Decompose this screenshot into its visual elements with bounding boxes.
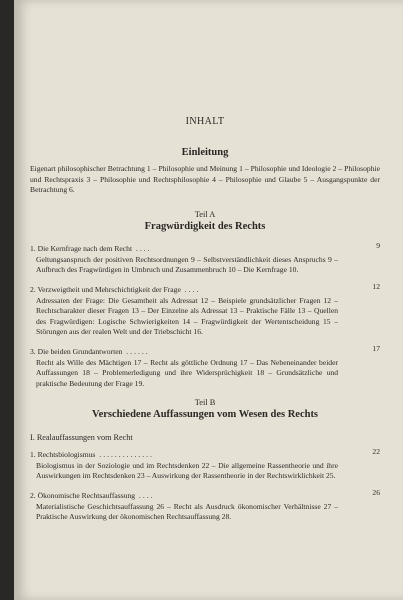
toc-entry-page: 22 [372,447,380,456]
teil-a-heading: Fragwürdigkeit des Rechts [144,221,266,232]
toc-entry-page: 9 [376,241,380,250]
toc-entry-title: 2. Verzweigtheit und Mehrschichtigkeit der Frage .... [30,285,201,294]
teil-b-heading: Verschiedene Auffassungen vom Wesen des Rechts [91,409,319,420]
toc-entry [30,241,380,276]
dot-leader: .... [180,285,201,294]
toc-entry [30,344,380,389]
page-title: INHALT [185,116,225,127]
toc-entry-desc: Materialistische Geschichtsauffassung 26 – Recht als Ausdruck ökonomischer Verhältnisse 27 – Praktische Auswirkung der ökonomischen Rechtsauffassung 28. [36,501,338,522]
toc-entry [30,447,380,482]
toc-entry-title: 2. Ökonomische Rechtsauffassung .... [30,491,155,500]
dot-leader: .... [135,491,155,500]
toc-entry-page: 17 [372,344,380,353]
toc-entry-desc: Adressaten der Frage: Die Gesamtheit als Adressat 12 – Beispiele grundsätzlicher Fragen 12 – Rechtscharakter dieser Fragen 13 – Der Einzelne als Adressat 13 – Praktische Fälle 13 – Quellen des Fragwürdigen: Logische Schwierigkeiten 14 – Fragwürdigkeit der Wertentscheidung 15 – Störungen aus der realen Welt und der Triebschicht 16. [36,295,338,337]
dot-leader: .... [132,244,152,253]
toc-entry-title: 1. Rechtsbiologismus .............. [30,450,154,459]
dot-leader: .............. [95,450,154,459]
toc-entry-title: 3. Die beiden Grundantworten ...... [30,347,150,356]
toc-entry [30,488,380,523]
einleitung-heading: Einleitung [181,147,229,158]
toc-entry [30,282,380,338]
toc-entry-desc: Recht als Wille des Mächtigen 17 – Recht als göttliche Ordnung 17 – Das Nebeneinander beider Auffassungen 18 – Problemerledigung und ihre Widersprüchigkeit 18 – Grundsätzliche und praktische Bedeutung der Frage 19. [36,357,338,388]
dot-leader: ...... [122,347,150,356]
toc-entry-desc: Geltungsanspruch der positiven Rechtsordnungen 9 – Selbstverständlichkeit dieses Anspruchs 9 – Aufbruch des Fragwürdigen in Umbruch und Zusammenbruch 10 – Die Kernfrage 10. [36,254,338,275]
section-heading: I. Realauffassungen vom Recht [30,433,133,442]
einleitung-text: Eigenart philosophischer Betrachtung 1 – Philosophie und Meinung 1 – Philosophie und Ideologie 2 – Philosophie und Rechtspraxis 3 – Philosophie und Rechtsphilosophie 4 – Philosophie und Glaube 5 – Ausgangspunkte der Betrachtung 6. [30,164,380,195]
book-page [14,0,403,600]
toc-entry-desc: Biologismus in der Soziologie und im Rechtsdenken 22 – Die allgemeine Rassentheorie und ihre Auswirkungen im Rechtsdenken 23 – Auswirkung der Rassentheorie in der Rechtswirklichkeit 25. [36,460,338,481]
toc-entry-page: 12 [372,282,380,291]
toc-entry-title: 1. Die Kernfrage nach dem Recht .... [30,244,152,253]
toc-entry-page: 26 [372,488,380,497]
teil-a-label: Teil A [194,210,216,219]
teil-b-label: Teil B [194,398,216,407]
